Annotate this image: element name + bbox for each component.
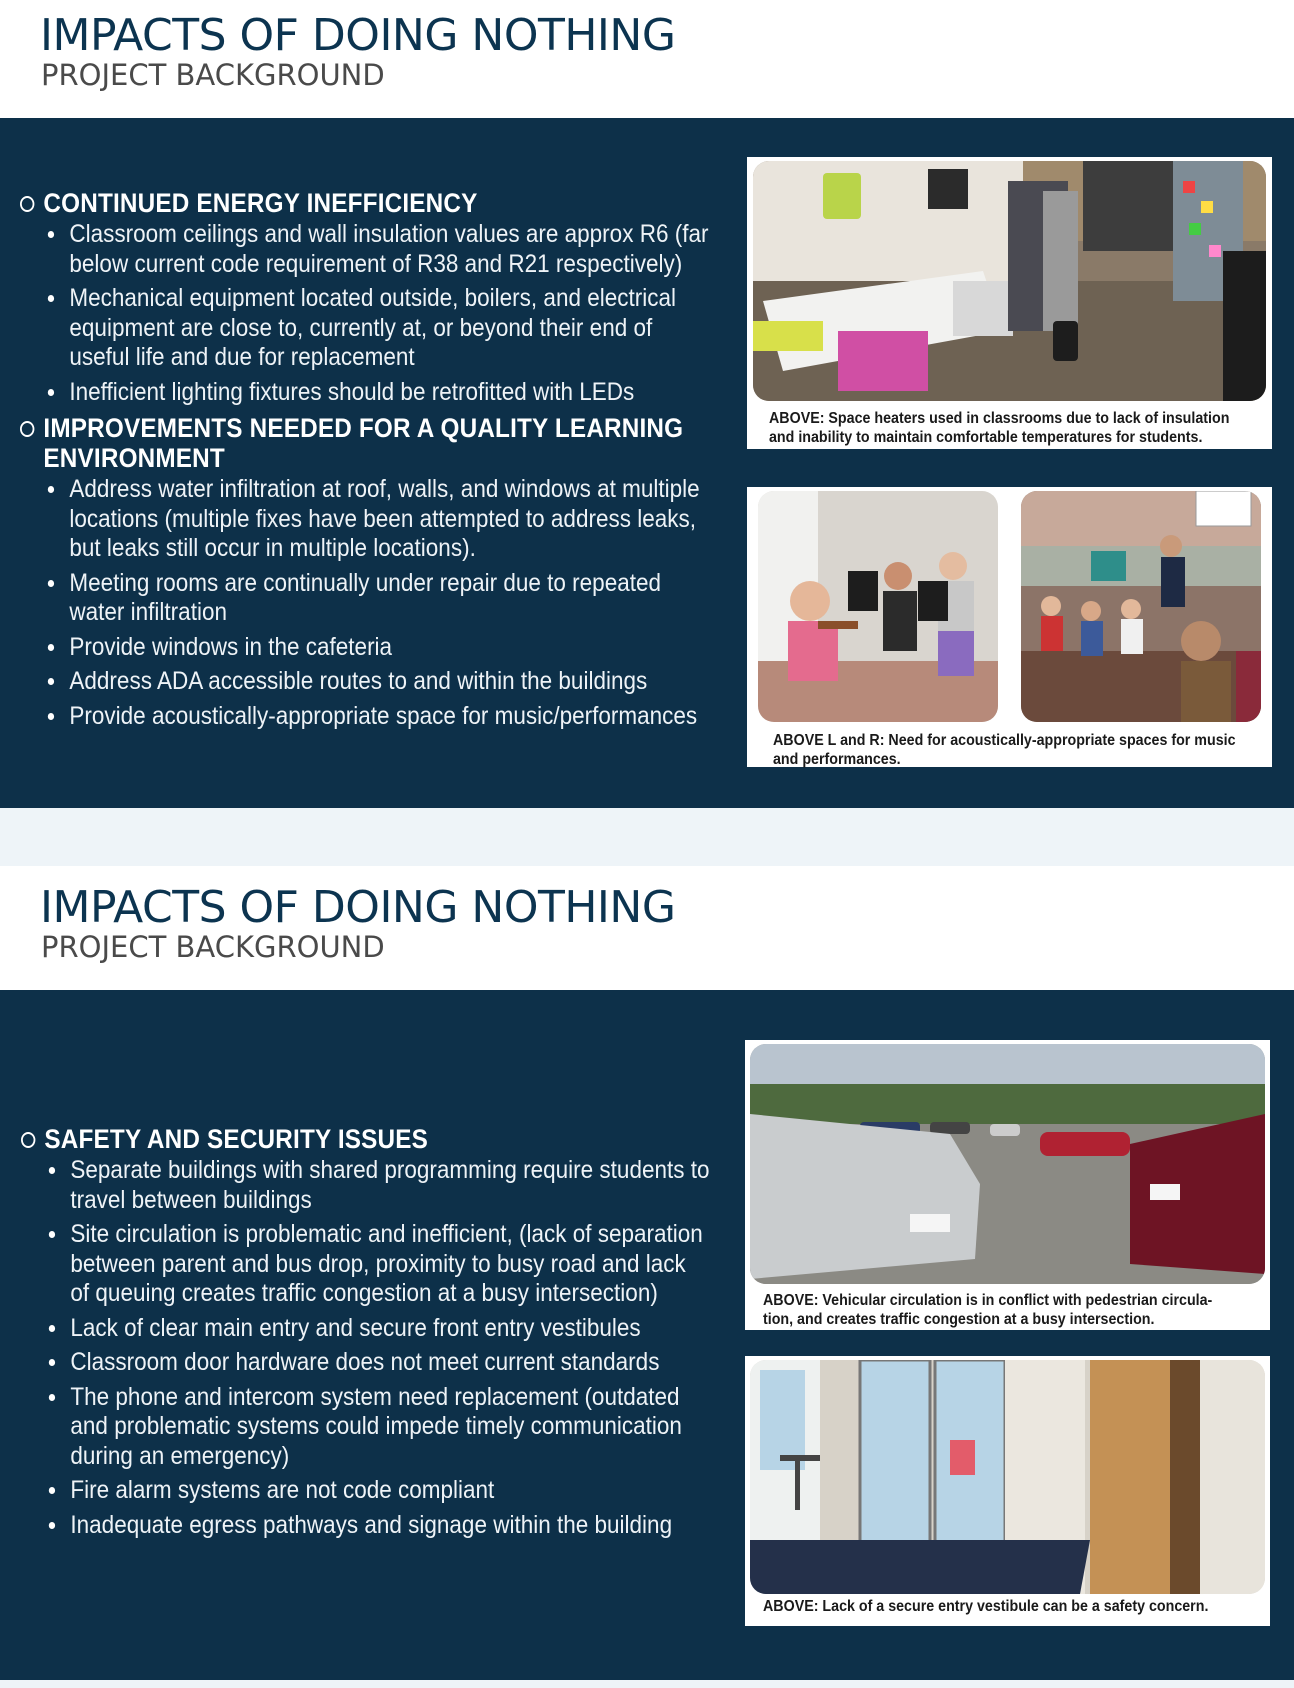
text-column: [21, 1124, 741, 1546]
photo-caption: ABOVE: Vehicular circulation is in conflict with pedestrian circula- tion, and creates traffic congestion at a busy intersection.: [763, 1292, 1213, 1328]
bullet-dot-icon: [48, 295, 54, 302]
list-item: Inadequate egress pathways and signage within the building: [47, 1511, 736, 1541]
bullet-dot-icon: [48, 678, 54, 685]
slide-header: [0, 866, 1294, 990]
bullet-dot-icon: [49, 1394, 55, 1401]
bullet-list-safety: [21, 1156, 741, 1540]
bullet-dot-icon: [49, 1231, 55, 1238]
circle-bullet-icon: [20, 421, 34, 437]
photo-card-entry: [745, 1356, 1270, 1626]
bullet-dot-icon: [48, 486, 54, 493]
violin-students-photo: [758, 491, 998, 722]
band-image-icon: [1021, 491, 1261, 722]
list-item: Address water infiltration at roof, walls, and windows at multiple locations (multiple fixes have been attempted to address leaks, but leaks still occur in multiple locations).: [46, 475, 735, 564]
bullet-dot-icon: [48, 713, 54, 720]
parking-lot-photo: [750, 1044, 1265, 1284]
list-item: Fire alarm systems are not code compliant: [47, 1476, 736, 1506]
content-panel: [0, 118, 1294, 808]
entry-vestibule-photo: [750, 1360, 1265, 1594]
page-subtitle: PROJECT BACKGROUND: [41, 930, 385, 964]
list-item: Site circulation is problematic and inefficient, (lack of separation between parent and bus drop, proximity to busy road and lack of queuing creates traffic congestion at a busy intersection): [47, 1220, 736, 1309]
bullet-dot-icon: [49, 1325, 55, 1332]
slide-divider: [0, 808, 1294, 866]
entry-image-icon: [750, 1360, 1265, 1594]
text-column: [20, 188, 740, 737]
list-item: Lack of clear main entry and secure front entry vestibules: [47, 1314, 736, 1344]
bullet-dot-icon: [48, 644, 54, 651]
photo-caption: ABOVE: Space heaters used in classrooms due to lack of insulation and inability to maintain comfortable temperatures for students.: [769, 410, 1230, 446]
bullet-dot-icon: [49, 1522, 55, 1529]
list-item: Mechanical equipment located outside, boilers, and electrical equipment are close to, currently at, or beyond their end of useful life and due for replacement: [46, 284, 735, 373]
classroom-photo: [753, 161, 1266, 401]
section-heading-energy: CONTINUED ENERGY INEFFICIENCY: [20, 188, 727, 218]
section-heading-learning: IMPROVEMENTS NEEDED FOR A QUALITY LEARNING ENVIRONMENT: [20, 413, 727, 473]
list-item: Inefficient lighting fixtures should be retrofitted with LEDs: [46, 378, 735, 408]
list-item: Provide acoustically-appropriate space for music/performances: [46, 702, 735, 732]
photo-card-space-heaters: [747, 157, 1272, 449]
list-item: Separate buildings with shared programming require students to travel between buildings: [47, 1156, 736, 1215]
list-item: Meeting rooms are continually under repair due to repeated water infiltration: [46, 569, 735, 628]
bullet-dot-icon: [49, 1487, 55, 1494]
slide-header: [0, 0, 1294, 118]
photo-card-parking: [745, 1040, 1270, 1330]
parking-image-icon: [750, 1044, 1265, 1284]
bullet-dot-icon: [48, 580, 54, 587]
page-subtitle: PROJECT BACKGROUND: [41, 58, 385, 92]
circle-bullet-icon: [20, 196, 34, 212]
band-performance-photo: [1021, 491, 1261, 722]
bullet-list-energy: [20, 220, 740, 407]
bullet-list-learning: [20, 475, 740, 731]
photo-card-music: [747, 487, 1272, 767]
slide-safety-security: [0, 866, 1294, 1688]
photo-caption: ABOVE: Lack of a secure entry vestibule can be a safety concern.: [763, 1598, 1209, 1615]
list-item: Provide windows in the cafeteria: [46, 633, 735, 663]
list-item: Classroom ceilings and wall insulation values are approx R6 (far below current code requirement of R38 and R21 respectively): [46, 220, 735, 279]
content-panel: [0, 990, 1294, 1680]
page-title: IMPACTS OF DOING NOTHING: [40, 10, 676, 61]
bullet-dot-icon: [49, 1359, 55, 1366]
page-title: IMPACTS OF DOING NOTHING: [40, 882, 676, 933]
list-item: Classroom door hardware does not meet current standards: [47, 1348, 736, 1378]
classroom-image-icon: [753, 161, 1266, 401]
section-heading-safety: SAFETY AND SECURITY ISSUES: [21, 1124, 728, 1154]
bullet-dot-icon: [48, 389, 54, 396]
circle-bullet-icon: [21, 1132, 35, 1148]
violin-image-icon: [758, 491, 998, 722]
list-item: The phone and intercom system need replacement (outdated and problematic systems could impede timely communication during an emergency): [47, 1383, 736, 1472]
bullet-dot-icon: [49, 1167, 55, 1174]
photo-caption: ABOVE L and R: Need for acoustically-appropriate spaces for music and performances.: [773, 732, 1236, 768]
slide-energy-learning: [0, 0, 1294, 808]
list-item: Address ADA accessible routes to and within the buildings: [46, 667, 735, 697]
bullet-dot-icon: [48, 231, 54, 238]
